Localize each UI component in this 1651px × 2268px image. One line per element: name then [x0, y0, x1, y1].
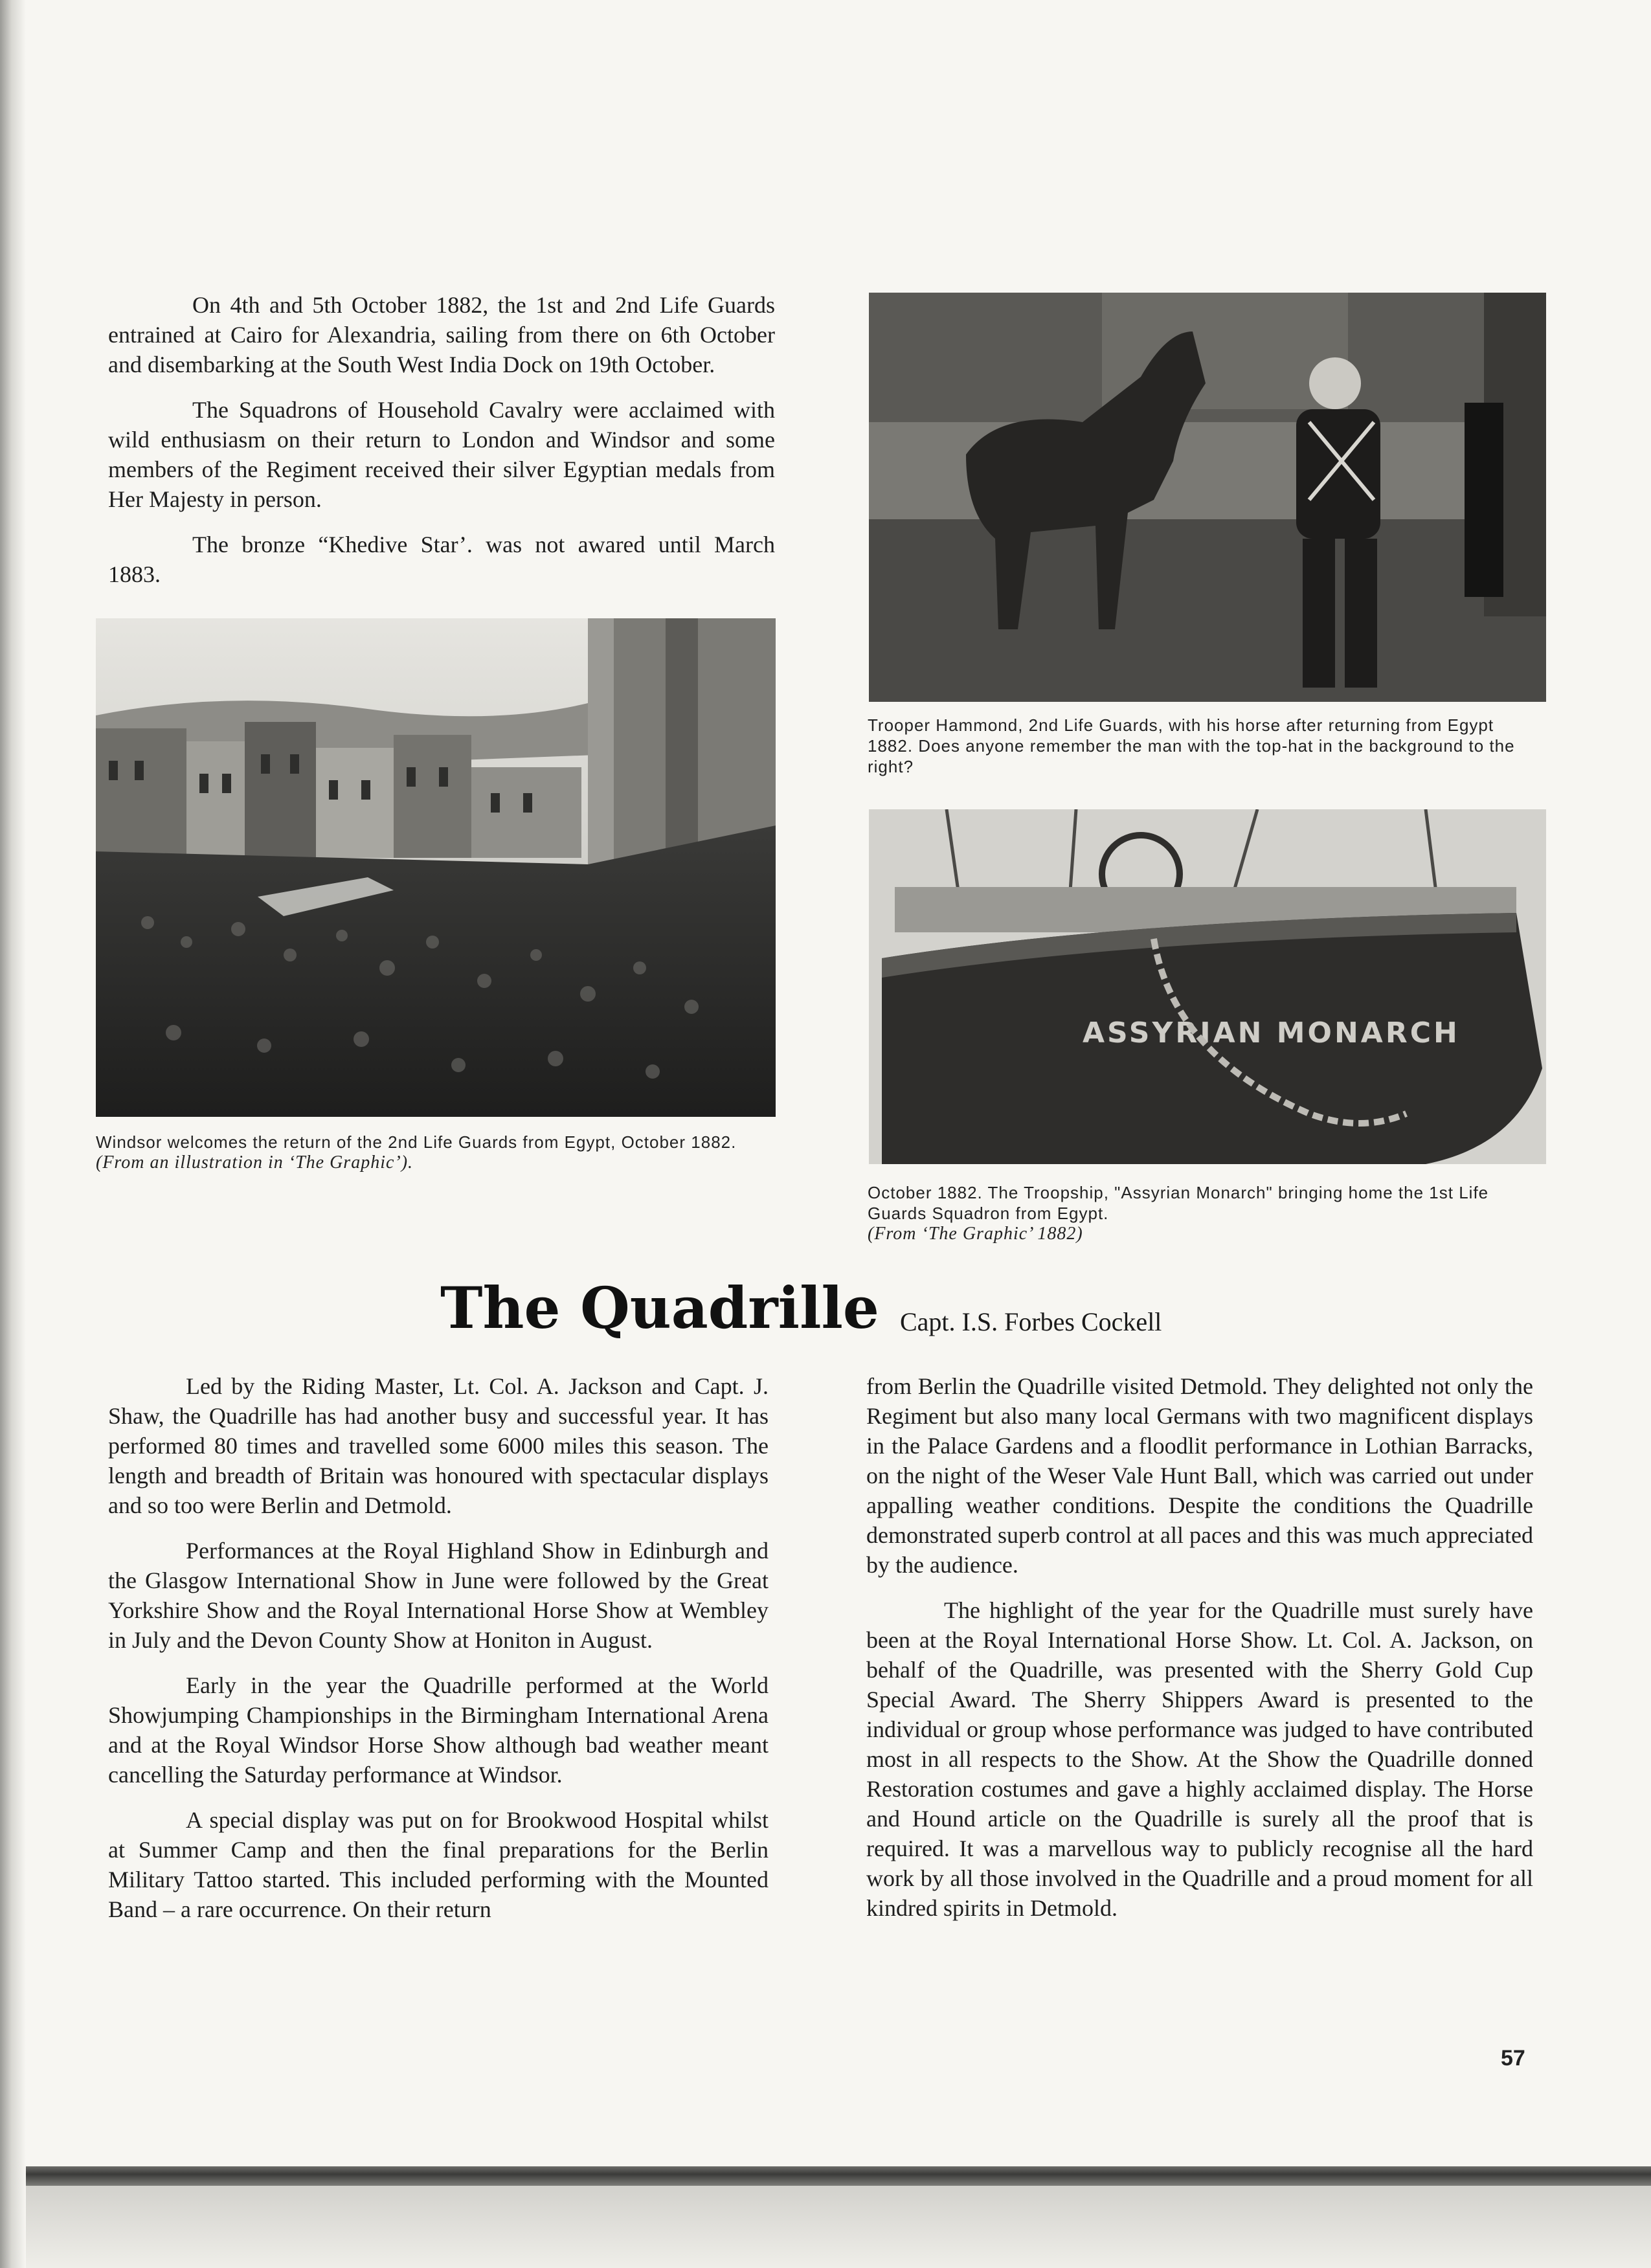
- troopship-drawing: [869, 809, 1546, 1164]
- intro-paragraph: The Squadrons of Household Cavalry were acclaimed with wild enthusiasm on their return to London and Windsor and some members of the Regiment received their silver Egyptian medals from Her Majesty in person.: [108, 397, 775, 512]
- page-number: 57: [1501, 2046, 1525, 2071]
- article-title: The Quadrille: [440, 1274, 879, 1342]
- article-paragraph: A special display was put on for Brookwood Hospital whilst at Summer Camp and then the final preparations for the Berlin Military Tattoo started. This included performing with the Mounted Band – a rare occurrence. On their return: [108, 1807, 769, 1922]
- intro-paragraph: On 4th and 5th October 1882, the 1st and 2nd Life Guards entrained at Cairo for Alexandria, sailing from there on 6th October and disembarking at the South West India Dock on 19th October.: [108, 292, 775, 377]
- windsor-illustration-drawing: [96, 618, 776, 1117]
- troopship-caption-source: (From ‘The Graphic’ 1882): [868, 1224, 1083, 1244]
- article-left-column: [108, 1371, 769, 1940]
- article-paragraph: Led by the Riding Master, Lt. Col. A. Jackson and Capt. J. Shaw, the Quadrille has had another busy and successful year. It has performed 80 times and travelled some 6000 miles this season. The length and breadth of Britain was honoured with spectacular displays and so too were Berlin and Detmold.: [108, 1373, 769, 1518]
- intro-text: [108, 290, 775, 605]
- troopship-caption: [868, 1182, 1528, 1244]
- troopship-illustration: [869, 809, 1546, 1164]
- article-paragraph: The highlight of the year for the Quadrille must surely have been at the Royal International Horse Show. Lt. Col. A. Jackson, on behalf of the Quadrille, was presented with the Sherry Gold Cup Special Award. The Sherry Shippers Award is presented to the individual or group whose performance was judged to have contributed most in all respects to the Show. At the Show the Quadrille donned Restoration costumes and gave a highly acclaimed display. The Horse and Hound article on the Quadrille is surely all the proof that is required. It was a marvellous way to publicly recognise all the hard work by all those involved in the Quadrille and a proud moment for all kindred spirits in Detmold.: [866, 1597, 1533, 1921]
- page-bottom-shadow: [26, 2186, 1651, 2268]
- windsor-caption: [96, 1132, 776, 1173]
- trooper-hammond-photo: [869, 293, 1546, 702]
- article-right-column: [866, 1371, 1533, 1938]
- article-paragraph: Early in the year the Quadrille performed at the World Showjumping Championships in the Birmingham International Arena and at the Royal Windsor Horse Show although bad weather meant cancelling the Saturday performance at Windsor.: [108, 1672, 769, 1788]
- page-binding-edge: [0, 0, 26, 2268]
- intro-paragraph: The bronze “Khedive Star’. was not awared until March 1883.: [108, 532, 775, 587]
- article-byline: Capt. I.S. Forbes Cockell: [900, 1307, 1162, 1336]
- hull-lettering: ASSYRIAN MONARCH: [1083, 1016, 1460, 1050]
- article-paragraph: Performances at the Royal Highland Show in Edinburgh and the Glasgow International Show in June were followed by the Great Yorkshire Show and the Royal International Horse Show at Wembley in July and the Devon County Show at Honiton in August.: [108, 1538, 769, 1653]
- windsor-caption-source: (From an illustration in ‘The Graphic’).: [96, 1152, 414, 1173]
- windsor-caption-text: Windsor welcomes the return of the 2nd Life Guards from Egypt, October 1882.: [96, 1132, 737, 1152]
- trooper-caption: [868, 715, 1528, 777]
- page-bottom-edge: [26, 2166, 1651, 2186]
- trooper-caption-text: Trooper Hammond, 2nd Life Guards, with his horse after returning from Egypt 1882. Does anyone remember the man with the top-hat in the background to the right?: [868, 715, 1515, 776]
- windsor-illustration: [96, 618, 776, 1117]
- troopship-caption-text: October 1882. The Troopship, "Assyrian Monarch" bringing home the 1st Life Guards Squadron from Egypt.: [868, 1183, 1489, 1223]
- trooper-photo-drawing: [869, 293, 1546, 702]
- article-paragraph: from Berlin the Quadrille visited Detmold. They delighted not only the Regiment but also many local Germans with two magnificent displays in the Palace Gardens and a floodlit performance in Lothian Barracks, on the night of the Weser Vale Hunt Ball, which was carried out under appalling weather conditions. Despite the conditions the Quadrille demonstrated superb control at all paces and this was much appreciated by the audience.: [866, 1373, 1533, 1578]
